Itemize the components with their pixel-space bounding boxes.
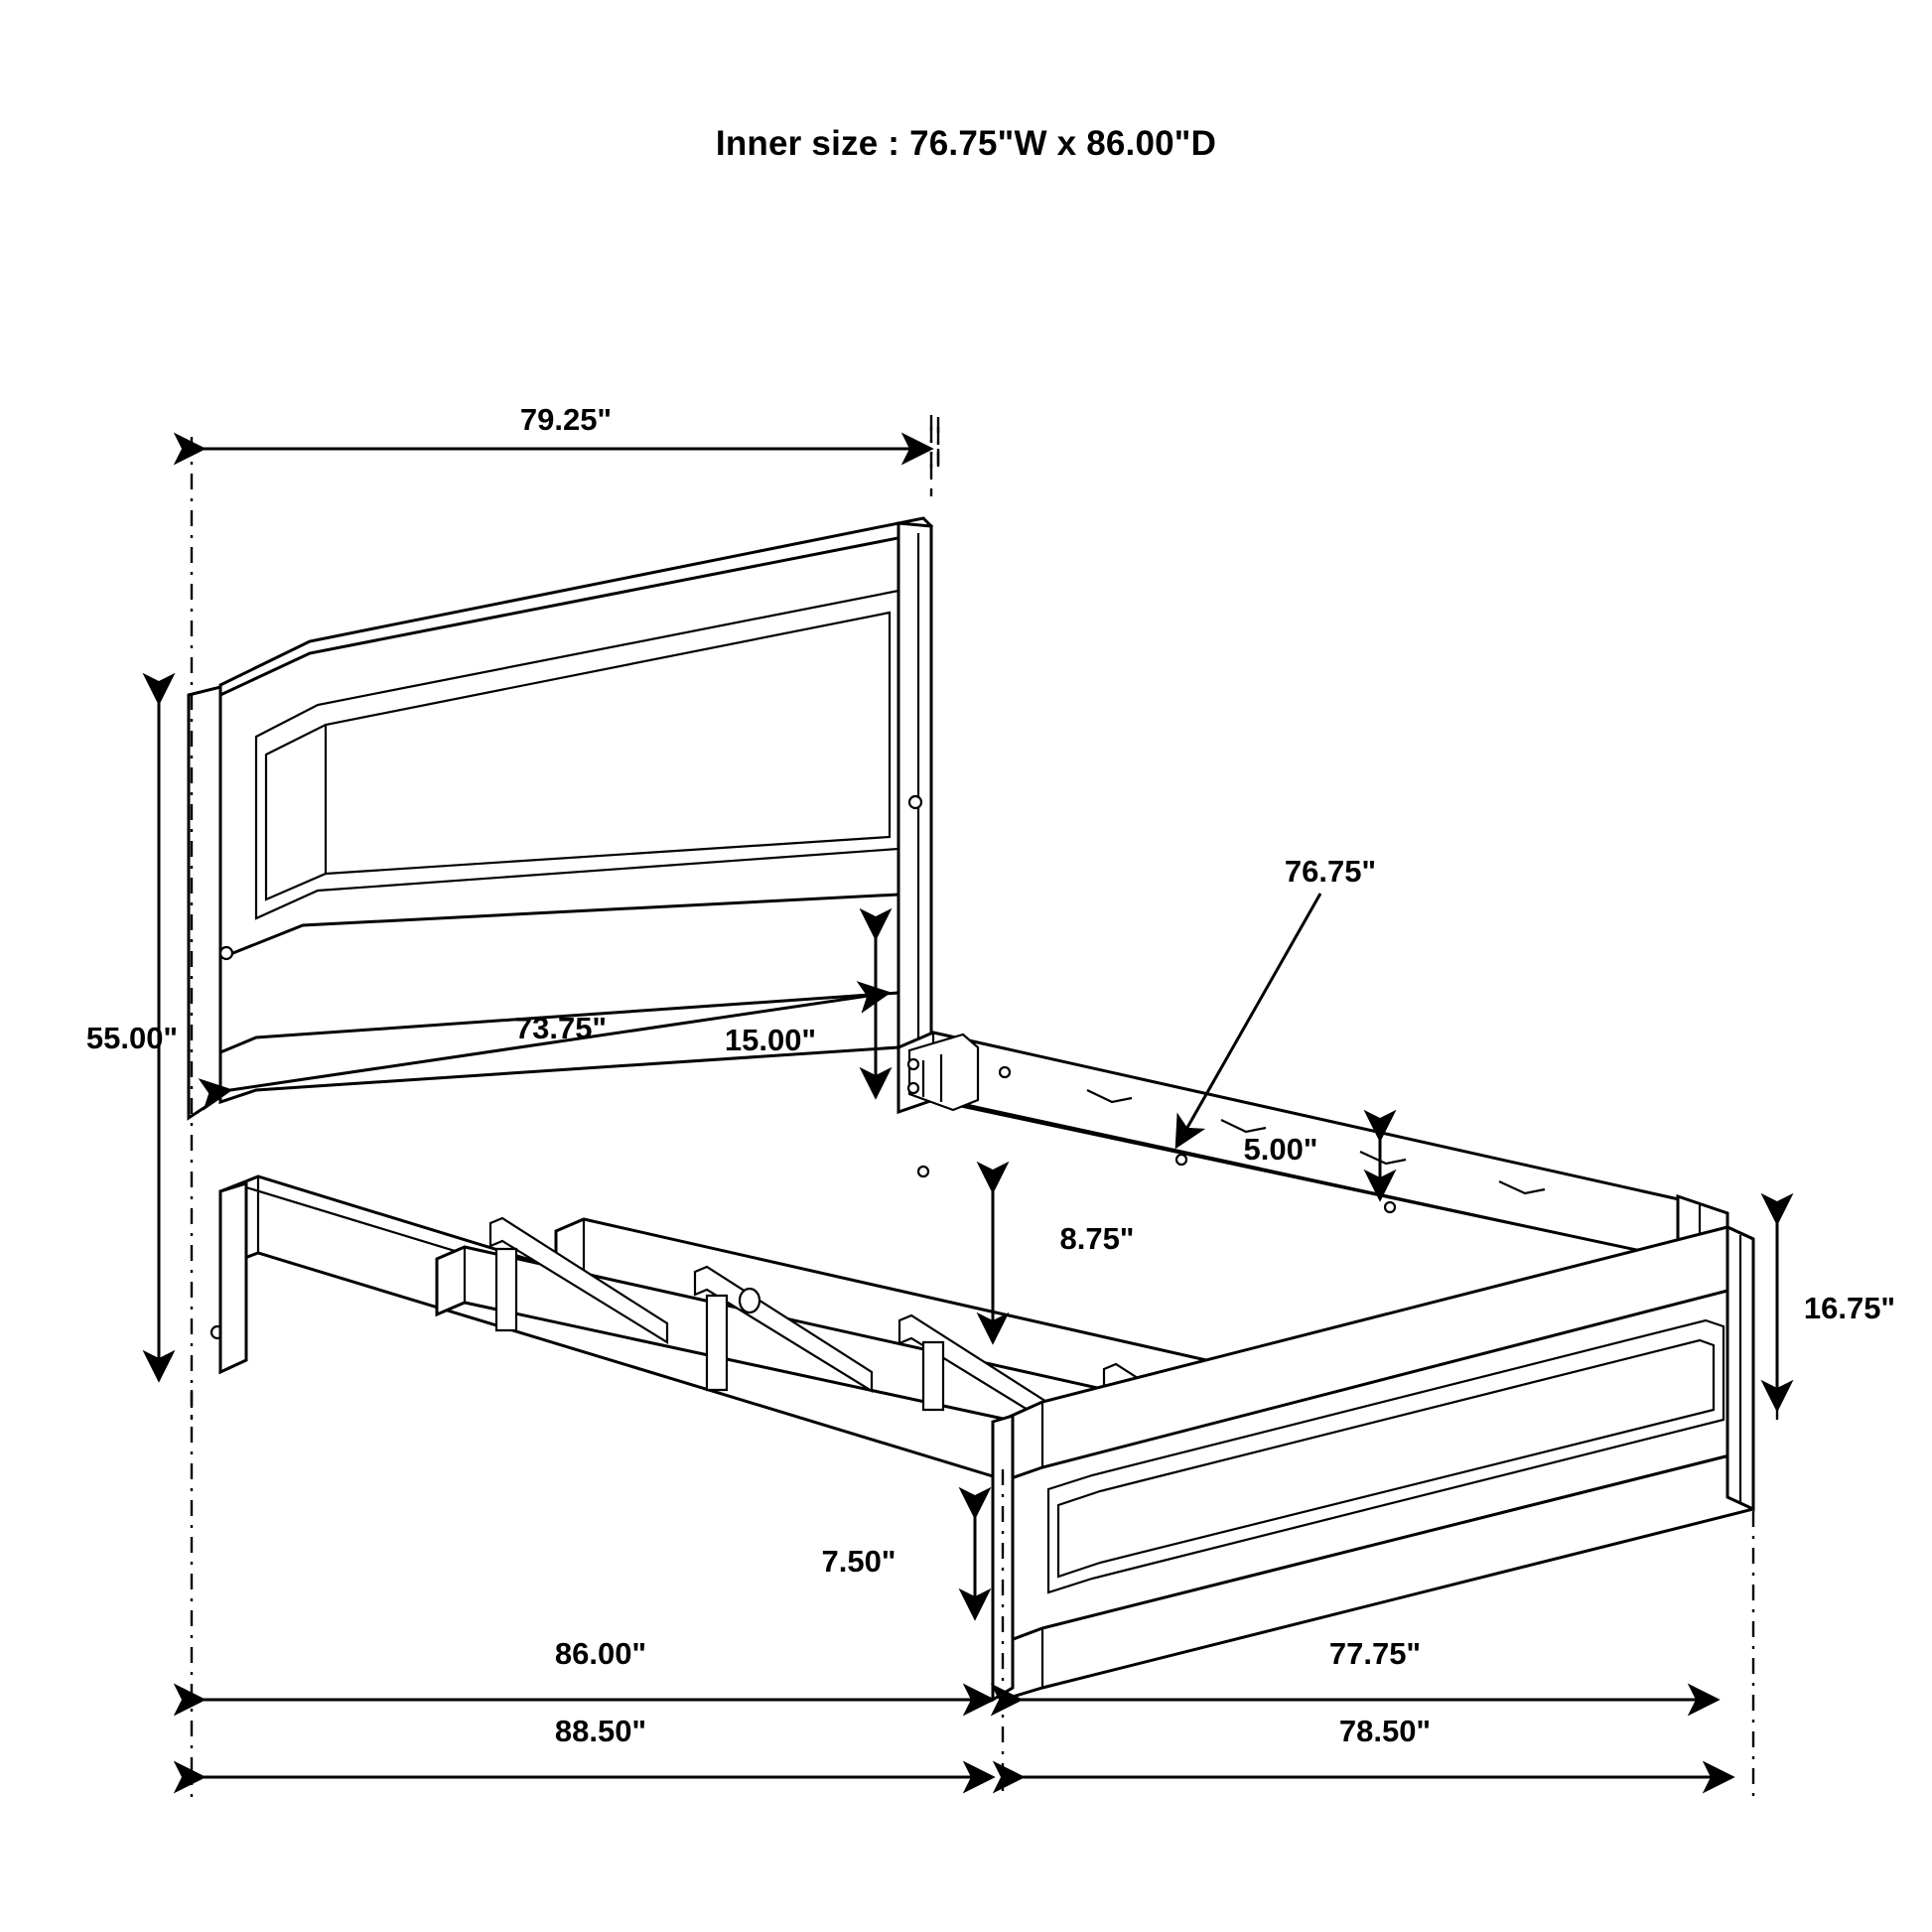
dimension-label-73-75: 73.75" <box>514 1011 608 1045</box>
page-title: Inner size : 76.75"W x 86.00"D <box>715 124 1217 163</box>
dimension-label-77-75: 77.75" <box>1328 1636 1422 1671</box>
dimension-label-76-75: 76.75" <box>1284 854 1377 889</box>
dimension-label-5-00: 5.00" <box>1243 1132 1318 1167</box>
dimension-label-78-50: 78.50" <box>1338 1714 1432 1748</box>
dimension-label-79-25: 79.25" <box>519 402 613 437</box>
dimension-label-88-50: 88.50" <box>554 1714 647 1748</box>
dimension-label-16-75: 16.75" <box>1803 1291 1896 1325</box>
dimension-label-15-00: 15.00" <box>724 1023 817 1057</box>
footboard-group <box>993 1227 1753 1700</box>
dimension-label-55-00: 55.00" <box>85 1021 179 1055</box>
dimension-label-86-00: 86.00" <box>554 1636 647 1671</box>
dimension-label-7-50: 7.50" <box>821 1544 897 1579</box>
dimension-label-8-75: 8.75" <box>1059 1221 1135 1256</box>
